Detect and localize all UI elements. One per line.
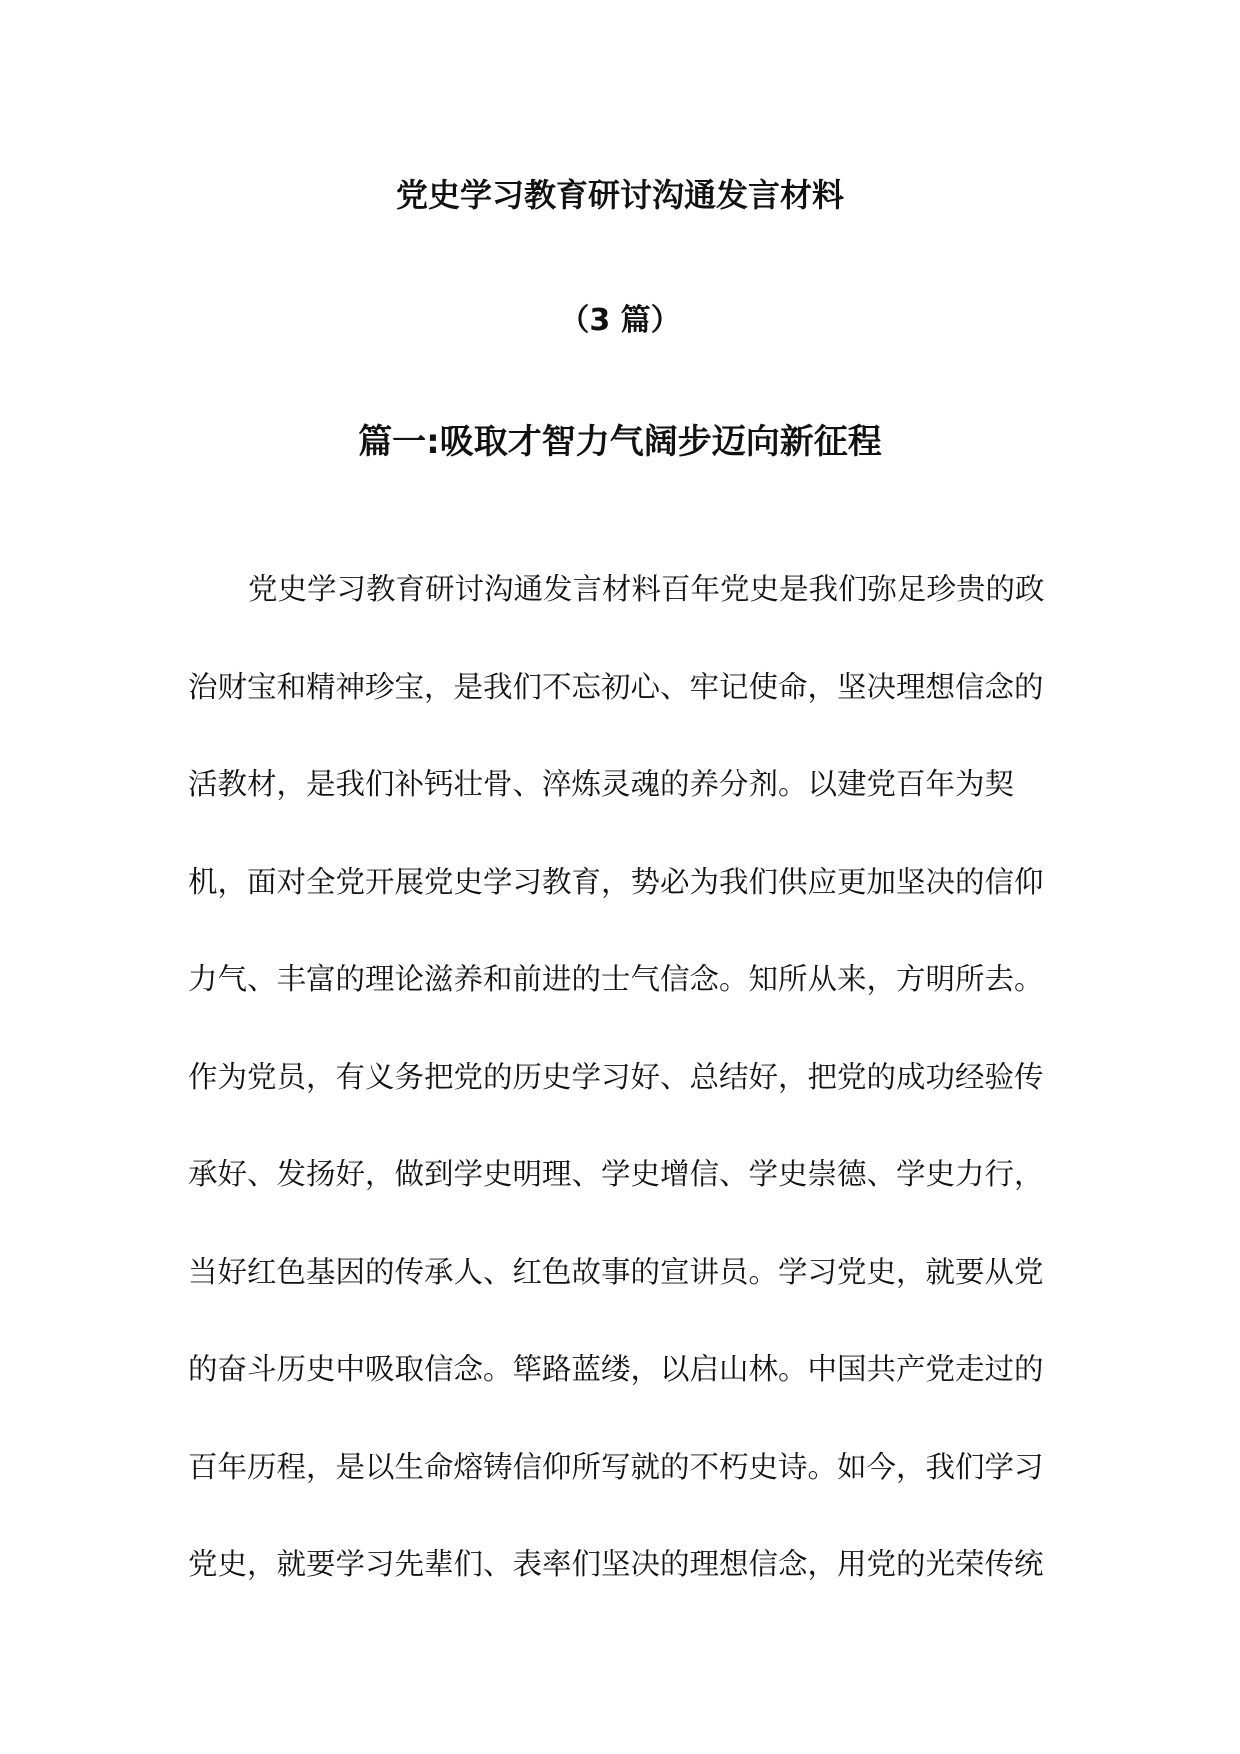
- paragraph-line: 活教材，是我们补钙壮骨、淬炼灵魂的养分剂。以建党百年为契: [188, 767, 1015, 801]
- paragraph-line: 承好、发扬好，做到学史明理、学史增信、学史崇德、学史力行，: [188, 1157, 1044, 1191]
- document-count-label: （3 篇）: [559, 303, 681, 338]
- paragraph-line: 作为党员，有义务把党的历史学习好、总结好，把党的成功经验传: [188, 1059, 1044, 1094]
- body-paragraph: [188, 541, 1048, 1614]
- paragraph-line: 力气、丰富的理论滋养和前进的士气信念。知所从来，方明所去。: [188, 962, 1044, 996]
- paragraph-line: 当好红色基因的传承人、红色故事的宣讲员。学习党史，就要从党: [188, 1254, 1044, 1289]
- paragraph-line: 的奋斗历史中吸取信念。筚路蓝缕，以启山林。中国共产党走过的: [188, 1352, 1044, 1386]
- paragraph-line: 百年历程，是以生命熔铸信仰所写就的不朽史诗。如今，我们学习: [188, 1449, 1044, 1484]
- document-title: 党史学习教育研讨沟通发言材料: [395, 176, 844, 214]
- paragraph-line: 机，面对全党开展党史学习教育，势必为我们供应更加坚决的信仰: [188, 864, 1044, 899]
- section-title: 篇一:吸取才智力气阔步迈向新征程: [358, 422, 882, 462]
- paragraph-line: 党史学习教育研讨沟通发言材料百年党史是我们弥足珍贵的政: [248, 572, 1045, 606]
- paragraph-line: 党史，就要学习先辈们、表率们坚决的理想信念，用党的光荣传统: [188, 1547, 1044, 1581]
- paragraph-line: 治财宝和精神珍宝，是我们不忘初心、牢记使命，坚决理想信念的: [188, 669, 1044, 704]
